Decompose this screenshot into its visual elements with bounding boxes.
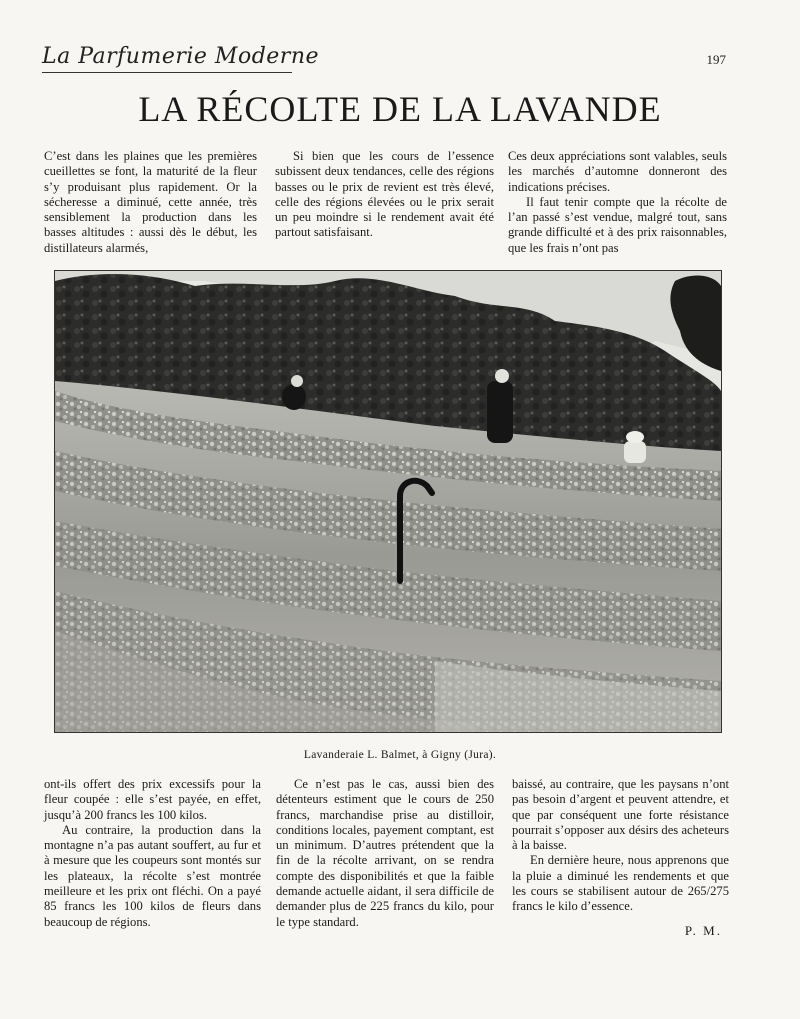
paragraph: baissé, au contraire, que les paysans n’ont pas besoin d’argent et peuvent attendre, et que par conséquent une forte résistance pourrait s’opposer aux désirs des acheteurs à la baisse.	[512, 777, 729, 853]
paragraph: ont-ils offert des prix excessifs pour la fleur coupée : elle s’est payée, en effet, jusqu’à 200 francs les 100 kilos.	[44, 777, 261, 822]
photo-caption: Lavanderaie L. Balmet, à Gigny (Jura).	[303, 749, 497, 761]
paragraph: Ces deux appréciations sont valables, seuls les marchés d’automne donneront des indications précises.	[508, 149, 727, 194]
paragraph: Au contraire, la production dans la montagne n’a pas autant souffert, au fur et à mesure que les coupeurs sont montés sur les plateaux, la récolte s’est montrée meilleure et les prix ont fléchi. On a payé 85 francs les 100 kilos de fleurs dans beaucoup de régions.	[44, 822, 261, 929]
bottom-column-1	[44, 777, 261, 930]
bottom-column-2	[276, 777, 494, 930]
bottom-column-3	[512, 777, 729, 915]
author-signature: P. M.	[684, 923, 722, 938]
lavender-field-photo	[54, 270, 722, 733]
paragraph: C’est dans les plaines que les premières cueillettes se font, la maturité de la fleur s’y produisant plus rapidement. Or la sécheresse a diminué, cette année, très sensiblement la production dans les basses altitudes : aussi dès le début, les distillateurs alarmés,	[44, 149, 257, 255]
top-column-2	[275, 149, 494, 241]
masthead: La Parfumerie Moderne	[42, 44, 320, 69]
masthead-rule	[42, 72, 292, 73]
paragraph: En dernière heure, nous apprenons que la pluie a diminué les rendements et que les cours se stabilisent autour de 265/275 francs le kilo d’essence.	[512, 853, 729, 914]
top-column-3	[508, 149, 727, 256]
paragraph: Ce n’est pas le cas, aussi bien des détenteurs estiment que le cours de 250 francs, marchandise prise au distilloir, conditions locales, payement comptant, est un minimum. D’autres prétendent que la fin de la récolte arrivant, on se rendra compte des disponibilités et que la faible demande actuelle aidant, il sera difficile de demander plus de 225 francs du kilo, pour le type standard.	[276, 777, 494, 929]
page-number: 197	[706, 52, 726, 67]
paragraph: Il faut tenir compte que la récolte de l’an passé s’est vendue, malgré tout, sans grande difficulté et à des prix raisonnables, que les frais n’ont pas	[508, 194, 727, 255]
top-column-1	[44, 149, 257, 256]
paragraph: Si bien que les cours de l’essence subissent deux tendances, celle des régions basses ou le prix de revient est très élevé, celle des régions élevées ou le prix serait un peu moindre si le rendement avait été partout satisfaisant.	[275, 149, 494, 240]
article-title: LA RÉCOLTE DE LA LAVANDE	[138, 89, 662, 129]
